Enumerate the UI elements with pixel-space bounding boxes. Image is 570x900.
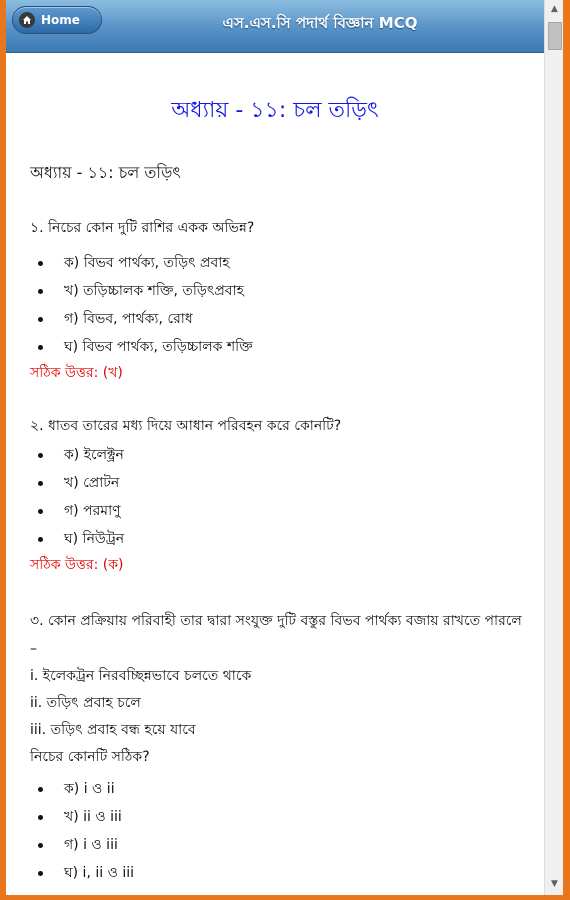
home-icon (19, 12, 35, 28)
main-content[interactable] (6, 53, 544, 895)
question-3-statement: iii. তড়িৎ প্রবাহ বন্ধ হয়ে যাবে (30, 722, 196, 738)
list-item: ক) i ও ii (30, 775, 524, 803)
question-3-options (30, 775, 524, 887)
question-1-answer: সঠিক উত্তর: (খ) (30, 365, 123, 381)
question-3-prompt: নিচের কোনটি সঠিক? (30, 749, 150, 765)
list-item: গ) বিভব, পার্থক্য, রোধ (30, 305, 524, 333)
list-item: খ) তড়িচ্চালক শক্তি, তড়িৎপ্রবাহ (30, 277, 524, 305)
list-item: ঘ) বিভব পার্থক্য, তড়িচ্চালক শক্তি (30, 333, 524, 361)
vertical-scrollbar[interactable] (544, 0, 563, 895)
list-item: খ) প্রোটন (30, 469, 524, 497)
page-title: এস.এস.সি পদার্থ বিজ্ঞান MCQ (222, 14, 418, 32)
home-button-label: Home (41, 13, 80, 27)
question-list (6, 160, 544, 887)
app-header (6, 0, 544, 53)
question-3-statement: i. ইলেকট্রন নিরবচ্ছিন্নভাবে চলতে থাকে (30, 668, 252, 684)
question-2-options (30, 441, 524, 553)
question-2-text: ২. ধাতব তারের মধ্য দিয়ে আধান পরিবহন করে কোনটি? (30, 418, 342, 434)
app-frame (6, 0, 563, 895)
chapter-heading: অধ্যায় - ১১: চল তড়িৎ (171, 98, 379, 123)
home-button[interactable] (12, 6, 102, 34)
list-item: ঘ) i, ii ও iii (30, 859, 524, 887)
question-1-options (30, 249, 524, 361)
scroll-up-arrow-icon[interactable]: ▲ (551, 4, 558, 14)
list-item: খ) ii ও iii (30, 803, 524, 831)
question-2-answer: সঠিক উত্তর: (ক) (30, 557, 124, 573)
question-3-text: ৩. কোন প্রক্রিয়ায় পরিবাহী তার দ্বারা সংযুক্ত দুটি বস্তুর বিভব পার্থক্য বজায় রাখতে পারলে – (30, 613, 522, 657)
list-item: ক) বিভব পার্থক্য, তড়িৎ প্রবাহ (30, 249, 524, 277)
question-3-statement: ii. তড়িৎ প্রবাহ চলে (30, 695, 141, 711)
list-item: গ) পরমাণু (30, 497, 524, 525)
list-item: ক) ইলেক্ট্রন (30, 441, 524, 469)
list-item: গ) i ও iii (30, 831, 524, 859)
scroll-thumb[interactable] (548, 22, 562, 50)
question-1-text: ১. নিচের কোন দুটি রাশির একক অভিন্ন? (30, 220, 255, 236)
list-item: ঘ) নিউট্রন (30, 525, 524, 553)
chapter-subtitle: অধ্যায় - ১১: চল তড়িৎ (30, 163, 181, 182)
scroll-down-arrow-icon[interactable]: ▼ (551, 879, 558, 889)
